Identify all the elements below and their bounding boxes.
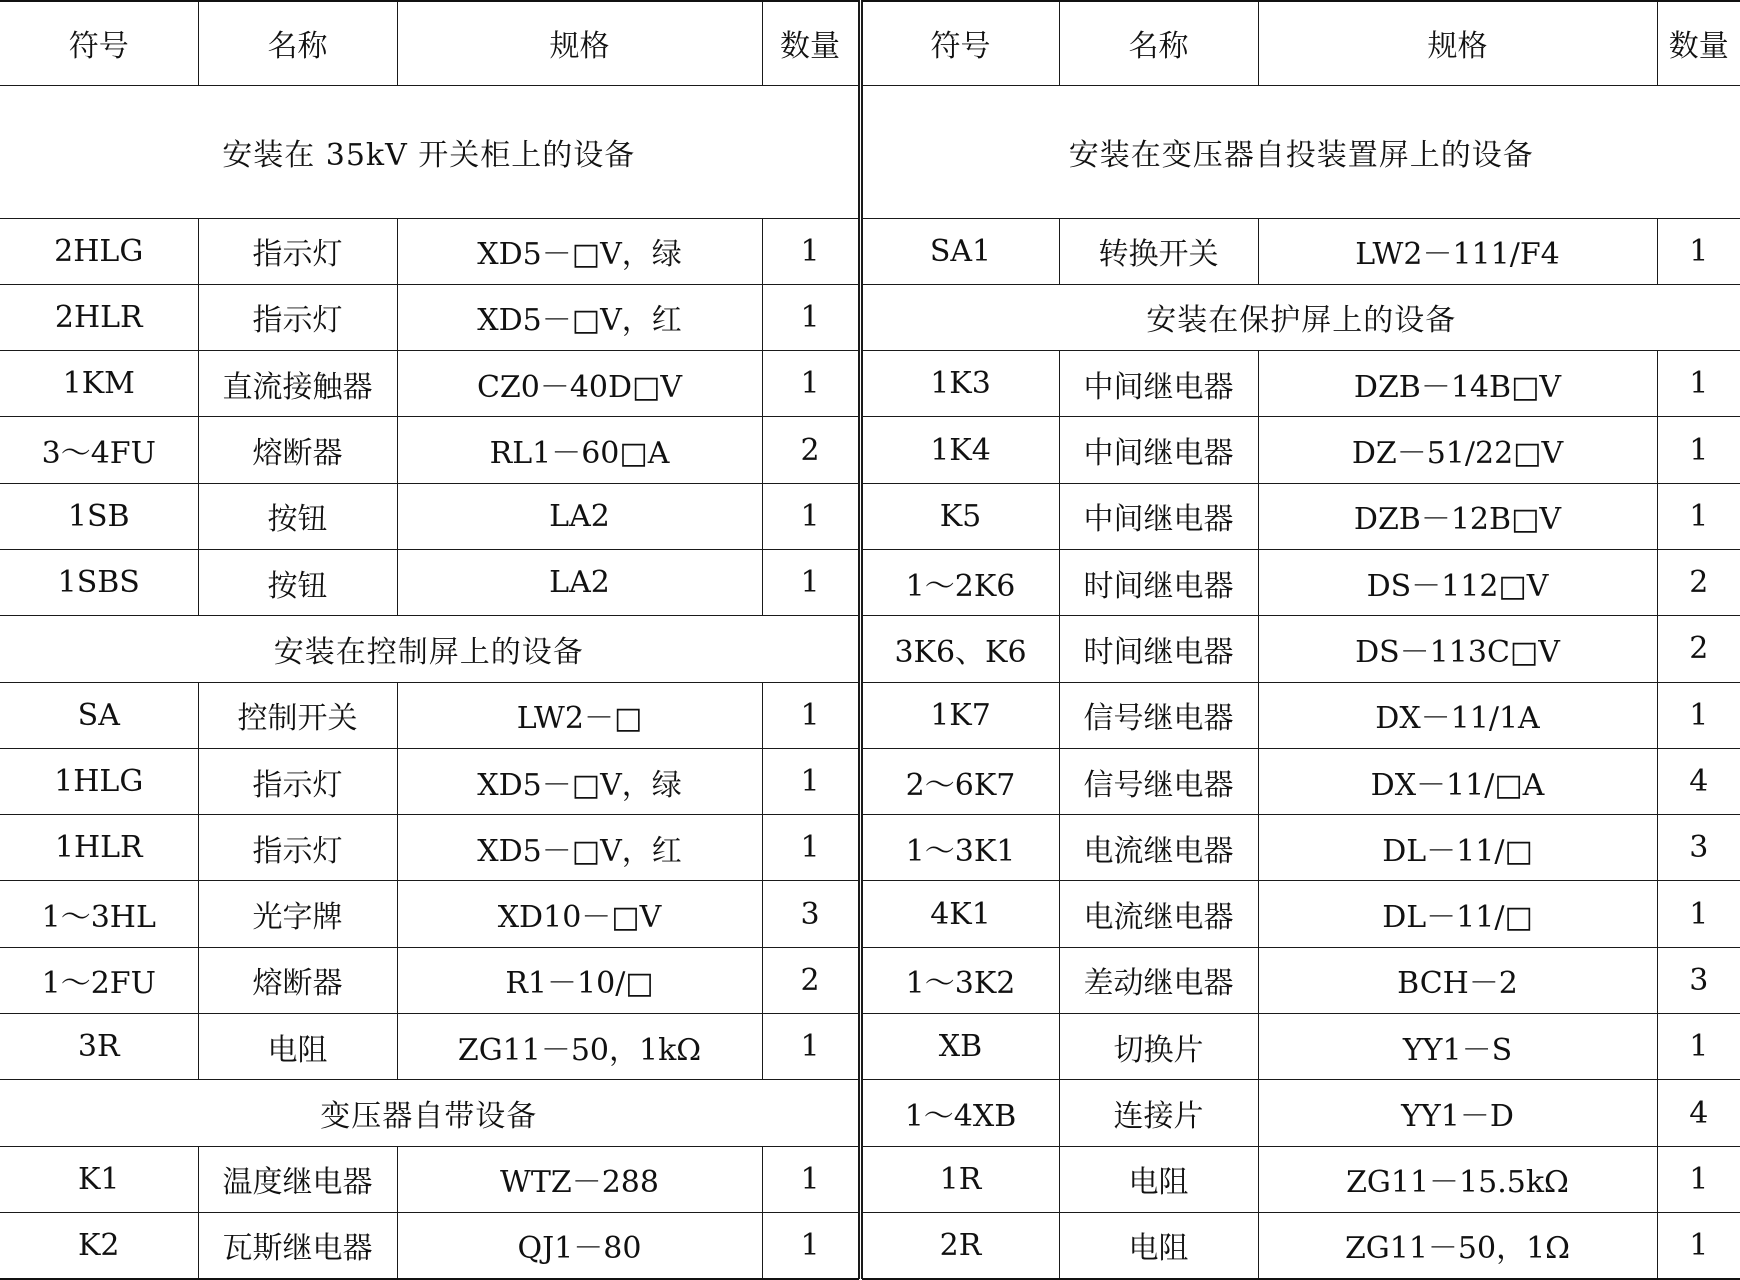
table-row <box>862 748 1740 814</box>
table-row <box>0 815 858 881</box>
cell-qty: 3 <box>762 881 858 947</box>
section-row <box>862 284 1740 350</box>
section-title: 安装在保护屏上的设备 <box>862 284 1740 350</box>
cell-symbol: 1KM <box>0 351 198 417</box>
cell-name: 温度继电器 <box>198 1146 397 1212</box>
cell-symbol: 2～6K7 <box>862 748 1059 814</box>
cell-symbol: 1～2FU <box>0 947 198 1013</box>
cell-spec: WTZ－288 <box>397 1146 762 1212</box>
cell-spec: CZ0－40D□V <box>397 351 762 417</box>
cell-name: 信号继电器 <box>1059 682 1258 748</box>
cell-qty: 1 <box>1657 1212 1740 1278</box>
cell-spec: LW2－□ <box>397 682 762 748</box>
cell-name: 电流继电器 <box>1059 815 1258 881</box>
cell-spec: DS－112□V <box>1258 549 1657 615</box>
cell-spec: DZB－14B□V <box>1258 351 1657 417</box>
table-row <box>0 351 858 417</box>
section-row <box>0 1080 858 1146</box>
cell-name: 按钮 <box>198 549 397 615</box>
cell-symbol: SA <box>0 682 198 748</box>
table-row <box>0 1212 858 1278</box>
cell-name: 指示灯 <box>198 218 397 284</box>
table-row <box>0 682 858 748</box>
cell-qty: 1 <box>762 815 858 881</box>
cell-symbol: 1R <box>862 1146 1059 1212</box>
cell-qty: 4 <box>1657 748 1740 814</box>
cell-name: 电阻 <box>198 1014 397 1080</box>
cell-name: 熔断器 <box>198 947 397 1013</box>
cell-name: 时间继电器 <box>1059 549 1258 615</box>
cell-spec: ZG11－50，1kΩ <box>397 1014 762 1080</box>
cell-spec: DX－11/1A <box>1258 682 1657 748</box>
cell-spec: QJ1－80 <box>397 1212 762 1278</box>
cell-symbol: 2R <box>862 1212 1059 1278</box>
cell-name: 时间继电器 <box>1059 616 1258 682</box>
section-row <box>862 85 1740 218</box>
cell-qty: 1 <box>762 1212 858 1278</box>
cell-spec: BCH－2 <box>1258 947 1657 1013</box>
cell-qty: 1 <box>1657 1146 1740 1212</box>
cell-spec: XD10－□V <box>397 881 762 947</box>
section-row <box>0 85 858 218</box>
table-row <box>862 417 1740 483</box>
cell-spec: XD5－□V，红 <box>397 284 762 350</box>
cell-spec: YY1－S <box>1258 1014 1657 1080</box>
cell-spec: DZ－51/22□V <box>1258 417 1657 483</box>
cell-spec: LA2 <box>397 549 762 615</box>
cell-symbol: 1SB <box>0 483 198 549</box>
cell-spec: R1－10/□ <box>397 947 762 1013</box>
cell-qty: 1 <box>1657 417 1740 483</box>
cell-qty: 1 <box>762 218 858 284</box>
header-symbol: 符号 <box>862 1 1059 85</box>
cell-spec: DZB－12B□V <box>1258 483 1657 549</box>
cell-spec: ZG11－50，1Ω <box>1258 1212 1657 1278</box>
cell-qty: 1 <box>1657 483 1740 549</box>
cell-symbol: K2 <box>0 1212 198 1278</box>
header-name: 名称 <box>1059 1 1258 85</box>
cell-name: 连接片 <box>1059 1080 1258 1146</box>
cell-qty: 1 <box>1657 881 1740 947</box>
cell-symbol: 1K4 <box>862 417 1059 483</box>
cell-name: 转换开关 <box>1059 218 1258 284</box>
header-qty: 数量 <box>762 1 858 85</box>
cell-symbol: 1～3K2 <box>862 947 1059 1013</box>
section-title: 变压器自带设备 <box>0 1080 858 1146</box>
cell-qty: 1 <box>1657 1014 1740 1080</box>
cell-spec: DS－113C□V <box>1258 616 1657 682</box>
cell-qty: 2 <box>762 947 858 1013</box>
cell-symbol: 1～2K6 <box>862 549 1059 615</box>
table-row <box>0 284 858 350</box>
header-name: 名称 <box>198 1 397 85</box>
cell-qty: 1 <box>762 1146 858 1212</box>
cell-symbol: 1HLR <box>0 815 198 881</box>
cell-name: 指示灯 <box>198 815 397 881</box>
cell-name: 熔断器 <box>198 417 397 483</box>
header-row <box>862 1 1740 85</box>
cell-name: 切换片 <box>1059 1014 1258 1080</box>
table-row <box>862 947 1740 1013</box>
cell-qty: 2 <box>1657 549 1740 615</box>
cell-spec: XD5－□V，绿 <box>397 218 762 284</box>
cell-symbol: 1～3K1 <box>862 815 1059 881</box>
cell-name: 中间继电器 <box>1059 483 1258 549</box>
table-row <box>0 417 858 483</box>
header-spec: 规格 <box>1258 1 1657 85</box>
cell-spec: LW2－111/F4 <box>1258 218 1657 284</box>
table-row <box>862 351 1740 417</box>
table-row <box>0 549 858 615</box>
table-row <box>862 483 1740 549</box>
table-row <box>862 616 1740 682</box>
cell-name: 指示灯 <box>198 284 397 350</box>
cell-spec: RL1－60□A <box>397 417 762 483</box>
cell-spec: YY1－D <box>1258 1080 1657 1146</box>
cell-qty: 1 <box>762 549 858 615</box>
cell-name: 信号继电器 <box>1059 748 1258 814</box>
cell-spec: LA2 <box>397 483 762 549</box>
cell-name: 控制开关 <box>198 682 397 748</box>
cell-qty: 1 <box>1657 351 1740 417</box>
section-title: 安装在 35kV 开关柜上的设备 <box>0 85 858 218</box>
cell-spec: DL－11/□ <box>1258 881 1657 947</box>
cell-spec: DL－11/□ <box>1258 815 1657 881</box>
header-qty: 数量 <box>1657 1 1740 85</box>
cell-qty: 1 <box>762 284 858 350</box>
right-equipment-table <box>862 0 1740 1280</box>
cell-symbol: 3～4FU <box>0 417 198 483</box>
header-spec: 规格 <box>397 1 762 85</box>
table-row <box>862 1146 1740 1212</box>
cell-symbol: 1～4XB <box>862 1080 1059 1146</box>
table-row <box>862 815 1740 881</box>
header-row <box>0 1 858 85</box>
cell-qty: 2 <box>1657 616 1740 682</box>
cell-name: 中间继电器 <box>1059 417 1258 483</box>
cell-symbol: 1K3 <box>862 351 1059 417</box>
table-row <box>862 218 1740 284</box>
cell-symbol: 4K1 <box>862 881 1059 947</box>
cell-qty: 1 <box>762 682 858 748</box>
table-row <box>862 1212 1740 1278</box>
cell-name: 光字牌 <box>198 881 397 947</box>
cell-symbol: 1SBS <box>0 549 198 615</box>
cell-name: 直流接触器 <box>198 351 397 417</box>
cell-name: 指示灯 <box>198 748 397 814</box>
cell-name: 瓦斯继电器 <box>198 1212 397 1278</box>
table-row <box>862 881 1740 947</box>
table-row <box>0 881 858 947</box>
table-row <box>862 1080 1740 1146</box>
table-row <box>0 748 858 814</box>
table-row <box>0 1146 858 1212</box>
section-title: 安装在变压器自投装置屏上的设备 <box>862 85 1740 218</box>
table-row <box>0 483 858 549</box>
table-row <box>0 218 858 284</box>
cell-name: 电阻 <box>1059 1146 1258 1212</box>
cell-qty: 4 <box>1657 1080 1740 1146</box>
cell-spec: DX－11/□A <box>1258 748 1657 814</box>
table-row <box>0 1014 858 1080</box>
cell-symbol: K5 <box>862 483 1059 549</box>
cell-name: 中间继电器 <box>1059 351 1258 417</box>
cell-name: 按钮 <box>198 483 397 549</box>
cell-symbol: K1 <box>0 1146 198 1212</box>
section-row <box>0 616 858 682</box>
section-title: 安装在控制屏上的设备 <box>0 616 858 682</box>
cell-symbol: 1K7 <box>862 682 1059 748</box>
left-equipment-table <box>0 0 859 1280</box>
cell-spec: XD5－□V，红 <box>397 815 762 881</box>
table-row <box>862 1014 1740 1080</box>
cell-qty: 2 <box>762 417 858 483</box>
cell-qty: 3 <box>1657 815 1740 881</box>
cell-name: 差动继电器 <box>1059 947 1258 1013</box>
table-row <box>862 549 1740 615</box>
cell-qty: 1 <box>1657 218 1740 284</box>
cell-name: 电阻 <box>1059 1212 1258 1278</box>
cell-qty: 1 <box>762 351 858 417</box>
cell-qty: 1 <box>1657 682 1740 748</box>
cell-symbol: 2HLR <box>0 284 198 350</box>
cell-symbol: 1HLG <box>0 748 198 814</box>
header-symbol: 符号 <box>0 1 198 85</box>
table-row <box>862 682 1740 748</box>
cell-spec: XD5－□V，绿 <box>397 748 762 814</box>
table-row <box>0 947 858 1013</box>
cell-qty: 1 <box>762 1014 858 1080</box>
cell-spec: ZG11－15.5kΩ <box>1258 1146 1657 1212</box>
cell-symbol: SA1 <box>862 218 1059 284</box>
cell-name: 电流继电器 <box>1059 881 1258 947</box>
cell-symbol: 1～3HL <box>0 881 198 947</box>
cell-symbol: 3R <box>0 1014 198 1080</box>
cell-qty: 1 <box>762 748 858 814</box>
cell-qty: 3 <box>1657 947 1740 1013</box>
cell-symbol: 3K6、K6 <box>862 616 1059 682</box>
cell-symbol: 2HLG <box>0 218 198 284</box>
cell-qty: 1 <box>762 483 858 549</box>
cell-symbol: XB <box>862 1014 1059 1080</box>
